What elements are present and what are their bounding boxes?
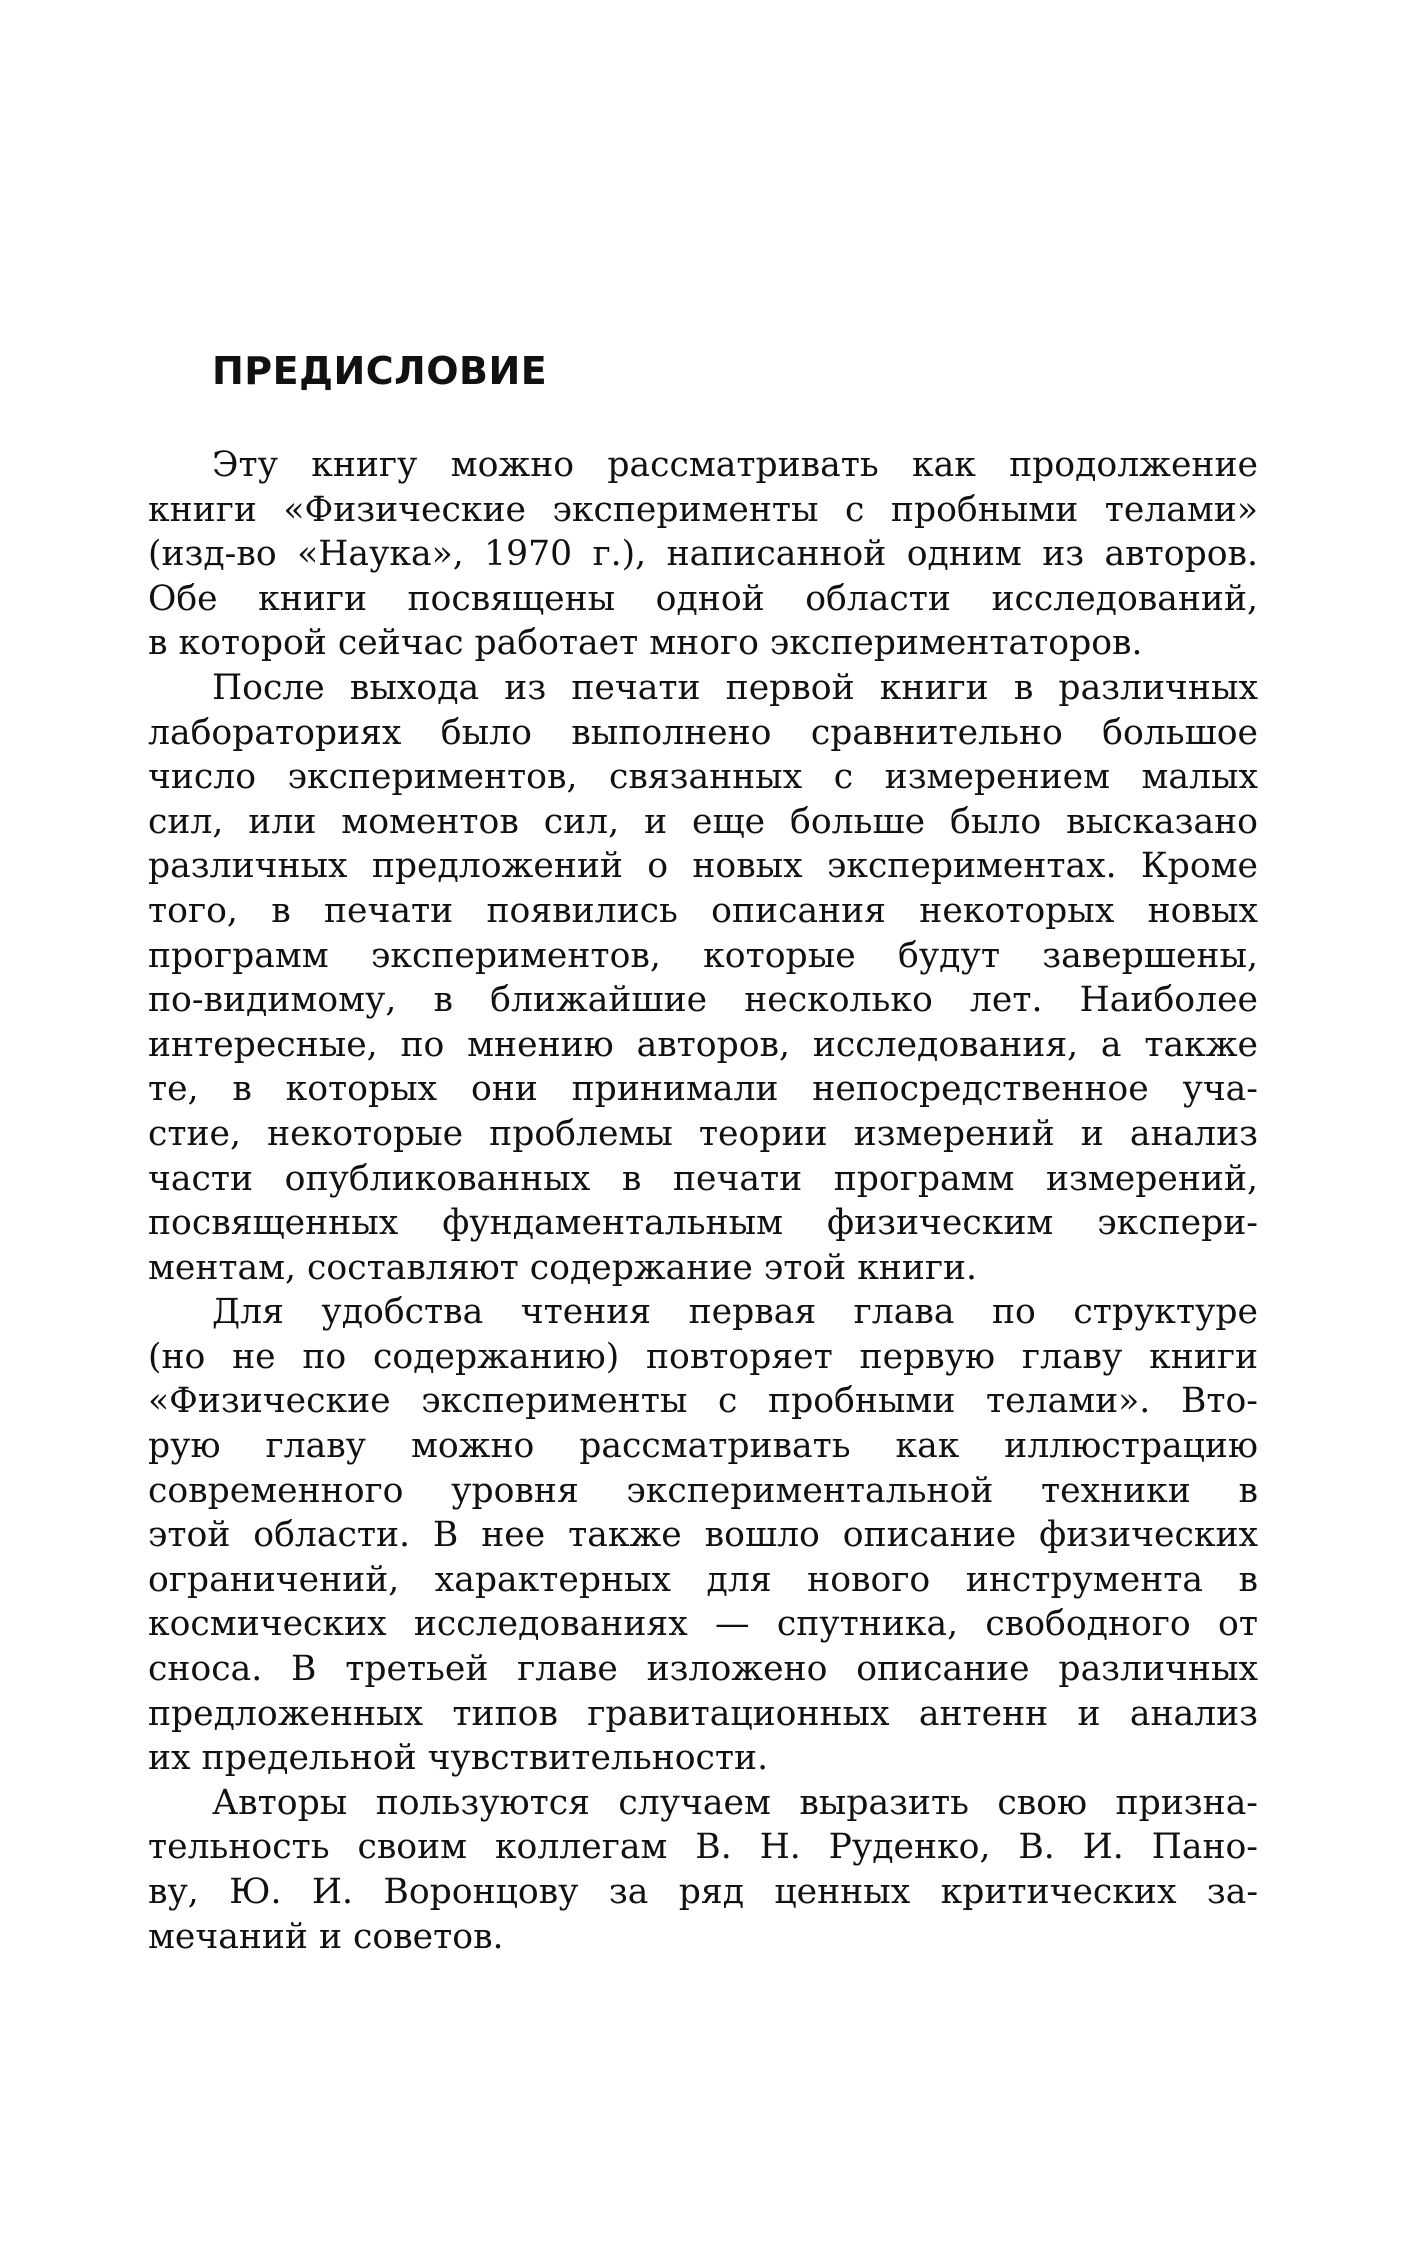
preface-body bbox=[148, 443, 1258, 1959]
text-line: (изд-во «Наука», 1970 г.), написанной одним из авторов. bbox=[148, 534, 1258, 575]
text-line: части опубликованных в печати программ измерений, bbox=[148, 1158, 1258, 1199]
text-line: лабораториях было выполнено сравнительно большое bbox=[148, 712, 1258, 753]
text-line: их предельной чувствительности. bbox=[148, 1738, 769, 1779]
text-line: Авторы пользуются случаем выразить свою призна- bbox=[212, 1782, 1258, 1823]
text-line: «Физические эксперименты с пробными телами». Вто- bbox=[148, 1381, 1258, 1422]
text-line: космических исследованиях — спутника, свободного от bbox=[148, 1604, 1258, 1645]
text-line: в которой сейчас работает много экспериментаторов. bbox=[148, 623, 1143, 664]
text-line: программ экспериментов, которые будут завершены, bbox=[148, 935, 1258, 976]
text-line: После выхода из печати первой книги в различных bbox=[212, 667, 1258, 708]
text-line: книги «Физические эксперименты с пробными телами» bbox=[148, 489, 1258, 530]
text-line: посвященных фундаментальным физическим экспери- bbox=[148, 1203, 1258, 1244]
text-line: Обе книги посвящены одной области исследований, bbox=[148, 578, 1258, 619]
text-line: Для удобства чтения первая глава по структуре bbox=[212, 1292, 1258, 1333]
text-line: число экспериментов, связанных с измерением малых bbox=[148, 757, 1258, 798]
text-line: (но не по содержанию) повторяет первую главу книги bbox=[148, 1336, 1258, 1377]
text-line: стие, некоторые проблемы теории измерений и анализ bbox=[148, 1113, 1258, 1154]
text-line: предложенных типов гравитационных антенн и анализ bbox=[148, 1693, 1258, 1734]
text-line: те, в которых они принимали непосредственное уча- bbox=[148, 1069, 1258, 1110]
text-line: Эту книгу можно рассматривать как продолжение bbox=[212, 445, 1258, 485]
paragraph-1 bbox=[148, 443, 1258, 666]
text-line: сил, или моментов сил, и еще больше было высказано bbox=[148, 801, 1258, 842]
text-line: различных предложений о новых экспериментах. Кроме bbox=[148, 846, 1258, 887]
paragraph-3 bbox=[148, 1290, 1258, 1781]
text-line: интересные, по мнению авторов, исследования, а также bbox=[148, 1024, 1258, 1065]
text-line: рую главу можно рассматривать как иллюстрацию bbox=[148, 1426, 1258, 1467]
text-line: тельность своим коллегам В. Н. Руденко, В. И. Пано- bbox=[148, 1827, 1258, 1868]
text-line: ментам, составляют содержание этой книги. bbox=[148, 1247, 978, 1288]
text-line: того, в печати появились описания некоторых новых bbox=[148, 890, 1258, 931]
text-line: по-видимому, в ближайшие несколько лет. Наиболее bbox=[148, 980, 1258, 1021]
text-line: мечаний и советов. bbox=[148, 1916, 504, 1957]
page-title: ПРЕДИСЛОВИЕ bbox=[212, 349, 548, 393]
paragraph-2 bbox=[148, 666, 1258, 1290]
text-line: этой области. В нее также вошло описание физических bbox=[148, 1515, 1258, 1556]
text-line: ву, Ю. И. Воронцову за ряд ценных критических за- bbox=[148, 1872, 1258, 1912]
text-line: ограничений, характерных для нового инструмента в bbox=[148, 1559, 1258, 1600]
paragraph-4 bbox=[148, 1781, 1258, 1959]
text-line: современного уровня экспериментальной техники в bbox=[148, 1470, 1258, 1511]
text-line: сноса. В третьей главе изложено описание различных bbox=[148, 1649, 1258, 1690]
